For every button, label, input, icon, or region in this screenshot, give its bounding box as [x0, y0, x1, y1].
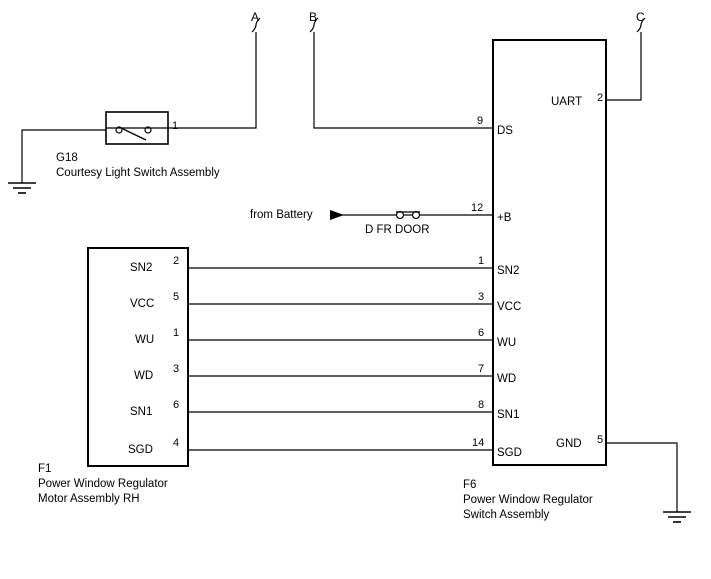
wire-gnd-to-ground — [606, 443, 677, 512]
wire-b-to-ds — [314, 32, 493, 128]
f1-pin-sn2-name: SN2 — [130, 262, 153, 274]
f1-pin-vcc-number: 5 — [173, 291, 180, 303]
f1-pin-wu-number: 1 — [173, 327, 180, 339]
f1-pin-wu-name: WU — [135, 334, 155, 346]
g18-switch-blade — [121, 128, 146, 140]
connector-label-b: B — [309, 10, 318, 24]
f1-name-line1: Power Window Regulator — [38, 478, 168, 490]
f6-pin-ds-name: DS — [497, 125, 513, 137]
f6-pin-wu-number: 6 — [478, 327, 485, 339]
f6-pin-sgd-name: SGD — [497, 447, 522, 459]
f6-pin-sn2-number: 1 — [478, 255, 485, 267]
f6-pin-wu-name: WU — [497, 337, 517, 349]
f6-pin-ds-number: 9 — [477, 115, 484, 127]
f1-connector-box — [88, 248, 188, 466]
f6-pin-wd-number: 7 — [478, 363, 485, 375]
g18-name-label: Courtesy Light Switch Assembly — [56, 167, 220, 179]
f1-pin-wd-name: WD — [134, 370, 154, 382]
f6-pin-sn2-name: SN2 — [497, 265, 520, 277]
f6-pin-gnd-name: GND — [556, 438, 582, 450]
f1-pin-sgd-number: 4 — [173, 437, 180, 449]
battery-arrow-icon — [330, 210, 344, 220]
connector-label-c: C — [636, 10, 645, 24]
f6-pin-bplus-number: 12 — [471, 202, 484, 214]
f6-pin-uart-name: UART — [551, 96, 583, 108]
f6-pin-sn1-number: 8 — [478, 399, 485, 411]
f6-pin-vcc-name: VCC — [497, 301, 522, 313]
f1-pin-sn1-name: SN1 — [130, 406, 153, 418]
f6-pin-vcc-number: 3 — [478, 291, 485, 303]
f6-pin-wd-name: WD — [497, 373, 517, 385]
f1-pin-sn2-number: 2 — [173, 255, 180, 267]
f6-ref-label: F6 — [463, 479, 477, 491]
f6-pin-sgd-number: 14 — [472, 437, 485, 449]
g18-pin-number: 1 — [172, 120, 179, 132]
f1-pin-sgd-name: SGD — [128, 444, 153, 456]
f1-pin-vcc-name: VCC — [130, 298, 155, 310]
f6-connector-box — [493, 40, 606, 465]
f1-pin-wd-number: 3 — [173, 363, 180, 375]
g18-ref-label: G18 — [56, 152, 78, 164]
battery-feed-label: from Battery — [250, 209, 313, 221]
f1-pin-sn1-number: 6 — [173, 399, 180, 411]
wire-a-to-g18 — [106, 32, 256, 128]
f6-pin-bplus-name: +B — [497, 212, 512, 224]
f6-pin-uart-number: 2 — [597, 92, 604, 104]
f6-pin-gnd-number: 5 — [597, 434, 604, 446]
f6-name-line1: Power Window Regulator — [463, 494, 593, 506]
connector-label-a: A — [251, 10, 260, 24]
wire-c-to-uart — [606, 32, 641, 100]
f6-pin-sn1-name: SN1 — [497, 409, 520, 421]
fuse-label: D FR DOOR — [365, 224, 430, 236]
f1-ref-label: F1 — [38, 463, 52, 475]
f6-name-line2: Switch Assembly — [463, 509, 550, 521]
f1-name-line2: Motor Assembly RH — [38, 493, 140, 505]
